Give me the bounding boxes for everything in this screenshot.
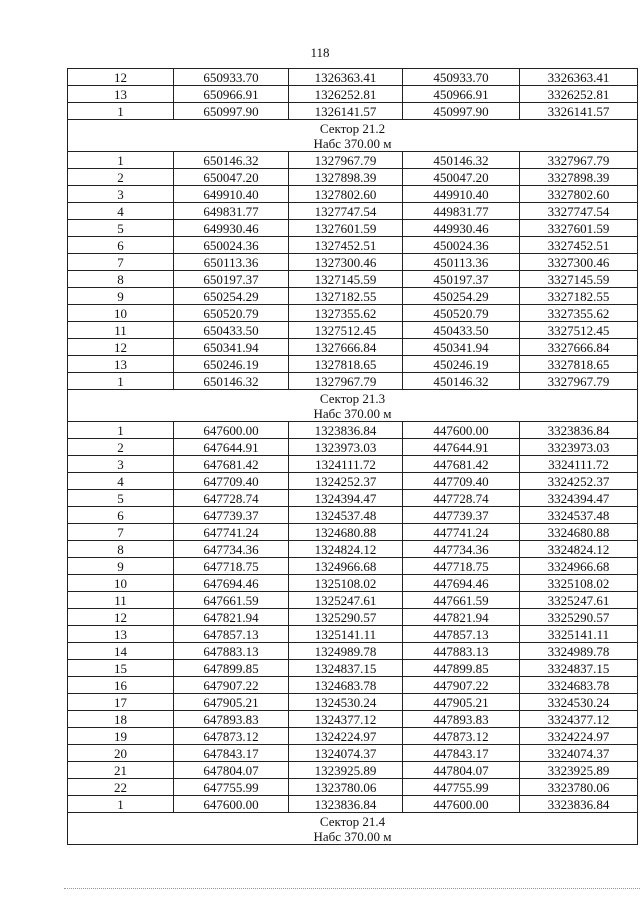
- y-coordinate-cell: 1327818.65: [289, 356, 403, 373]
- y-coordinate-cell: 1327802.60: [289, 186, 403, 203]
- y-msk-coordinate-cell: 3326252.81: [520, 86, 638, 103]
- sector-header-cell: [68, 390, 638, 422]
- y-coordinate-cell: 1325290.57: [289, 609, 403, 626]
- coordinates-table-body: [68, 69, 638, 845]
- x-coordinate-cell: 647718.75: [174, 558, 289, 575]
- point-number-cell: 1: [68, 796, 174, 813]
- table-row: [68, 490, 638, 507]
- y-msk-coordinate-cell: 3323973.03: [520, 439, 638, 456]
- point-number-cell: 4: [68, 203, 174, 220]
- y-msk-coordinate-cell: 3325290.57: [520, 609, 638, 626]
- point-number-cell: 5: [68, 220, 174, 237]
- table-row: [68, 507, 638, 524]
- y-msk-coordinate-cell: 3327601.59: [520, 220, 638, 237]
- x-coordinate-cell: 647843.17: [174, 745, 289, 762]
- y-coordinate-cell: 1326252.81: [289, 86, 403, 103]
- y-coordinate-cell: 1324680.88: [289, 524, 403, 541]
- y-msk-coordinate-cell: 3327300.46: [520, 254, 638, 271]
- y-coordinate-cell: 1327300.46: [289, 254, 403, 271]
- y-msk-coordinate-cell: 3327355.62: [520, 305, 638, 322]
- y-coordinate-cell: 1325141.11: [289, 626, 403, 643]
- x-coordinate-cell: 647741.24: [174, 524, 289, 541]
- y-msk-coordinate-cell: 3327747.54: [520, 203, 638, 220]
- x-msk-coordinate-cell: 450197.37: [403, 271, 520, 288]
- x-coordinate-cell: 650966.91: [174, 86, 289, 103]
- x-coordinate-cell: 647899.85: [174, 660, 289, 677]
- table-row: [68, 558, 638, 575]
- x-msk-coordinate-cell: 447907.22: [403, 677, 520, 694]
- y-coordinate-cell: 1324683.78: [289, 677, 403, 694]
- y-msk-coordinate-cell: 3324252.37: [520, 473, 638, 490]
- point-number-cell: 6: [68, 237, 174, 254]
- point-number-cell: 2: [68, 439, 174, 456]
- x-coordinate-cell: 647804.07: [174, 762, 289, 779]
- x-msk-coordinate-cell: 450433.50: [403, 322, 520, 339]
- point-number-cell: 13: [68, 86, 174, 103]
- point-number-cell: 11: [68, 592, 174, 609]
- x-coordinate-cell: 647905.21: [174, 694, 289, 711]
- x-coordinate-cell: 650113.36: [174, 254, 289, 271]
- x-msk-coordinate-cell: 447734.36: [403, 541, 520, 558]
- y-msk-coordinate-cell: 3327182.55: [520, 288, 638, 305]
- table-row: [68, 541, 638, 558]
- y-coordinate-cell: 1324989.78: [289, 643, 403, 660]
- sector-header-cell: [68, 813, 638, 845]
- table-row: [68, 373, 638, 390]
- point-number-cell: 1: [68, 152, 174, 169]
- x-msk-coordinate-cell: 447905.21: [403, 694, 520, 711]
- point-number-cell: 15: [68, 660, 174, 677]
- x-coordinate-cell: 649910.40: [174, 186, 289, 203]
- y-coordinate-cell: 1324537.48: [289, 507, 403, 524]
- y-msk-coordinate-cell: 3324394.47: [520, 490, 638, 507]
- x-coordinate-cell: 647734.36: [174, 541, 289, 558]
- table-row: [68, 169, 638, 186]
- x-msk-coordinate-cell: 450246.19: [403, 356, 520, 373]
- y-msk-coordinate-cell: 3324224.97: [520, 728, 638, 745]
- y-msk-coordinate-cell: 3327145.59: [520, 271, 638, 288]
- point-number-cell: 3: [68, 456, 174, 473]
- x-msk-coordinate-cell: 447893.83: [403, 711, 520, 728]
- x-msk-coordinate-cell: 447644.91: [403, 439, 520, 456]
- point-number-cell: 12: [68, 69, 174, 86]
- x-coordinate-cell: 647883.13: [174, 643, 289, 660]
- x-msk-coordinate-cell: 447600.00: [403, 422, 520, 439]
- y-coordinate-cell: 1323925.89: [289, 762, 403, 779]
- y-coordinate-cell: 1324530.24: [289, 694, 403, 711]
- x-msk-coordinate-cell: 450113.36: [403, 254, 520, 271]
- x-coordinate-cell: 647681.42: [174, 456, 289, 473]
- x-coordinate-cell: 647661.59: [174, 592, 289, 609]
- y-msk-coordinate-cell: 3324966.68: [520, 558, 638, 575]
- y-coordinate-cell: 1327747.54: [289, 203, 403, 220]
- y-coordinate-cell: 1326141.57: [289, 103, 403, 120]
- y-msk-coordinate-cell: 3324837.15: [520, 660, 638, 677]
- scan-edge-line: [64, 888, 640, 889]
- point-number-cell: 1: [68, 103, 174, 120]
- y-msk-coordinate-cell: 3325108.02: [520, 575, 638, 592]
- x-msk-coordinate-cell: 450520.79: [403, 305, 520, 322]
- sector-title: Сектор 21.3: [319, 390, 386, 406]
- y-coordinate-cell: 1327355.62: [289, 305, 403, 322]
- y-msk-coordinate-cell: 3327818.65: [520, 356, 638, 373]
- table-row: [68, 220, 638, 237]
- y-msk-coordinate-cell: 3327967.79: [520, 373, 638, 390]
- y-coordinate-cell: 1324837.15: [289, 660, 403, 677]
- table-row: [68, 643, 638, 660]
- table-row: [68, 305, 638, 322]
- point-number-cell: 19: [68, 728, 174, 745]
- x-msk-coordinate-cell: 450933.70: [403, 69, 520, 86]
- y-coordinate-cell: 1324111.72: [289, 456, 403, 473]
- table-row: [68, 237, 638, 254]
- y-coordinate-cell: 1327601.59: [289, 220, 403, 237]
- sector-header-cell: [68, 120, 638, 152]
- point-number-cell: 16: [68, 677, 174, 694]
- point-number-cell: 13: [68, 626, 174, 643]
- sector-title: Сектор 21.4: [319, 813, 386, 829]
- x-coordinate-cell: 650433.50: [174, 322, 289, 339]
- y-msk-coordinate-cell: 3327512.45: [520, 322, 638, 339]
- x-coordinate-cell: 647709.40: [174, 473, 289, 490]
- x-coordinate-cell: 650146.32: [174, 152, 289, 169]
- table-row: [68, 694, 638, 711]
- point-number-cell: 4: [68, 473, 174, 490]
- x-coordinate-cell: 650197.37: [174, 271, 289, 288]
- table-row: [68, 456, 638, 473]
- y-msk-coordinate-cell: 3323925.89: [520, 762, 638, 779]
- coordinates-table: [67, 68, 638, 845]
- sector-header-row: [68, 120, 638, 152]
- x-coordinate-cell: 647893.83: [174, 711, 289, 728]
- x-coordinate-cell: 647600.00: [174, 796, 289, 813]
- y-msk-coordinate-cell: 3326141.57: [520, 103, 638, 120]
- table-row: [68, 660, 638, 677]
- y-msk-coordinate-cell: 3326363.41: [520, 69, 638, 86]
- x-coordinate-cell: 650246.19: [174, 356, 289, 373]
- table-row: [68, 762, 638, 779]
- point-number-cell: 22: [68, 779, 174, 796]
- table-row: [68, 728, 638, 745]
- y-msk-coordinate-cell: 3324537.48: [520, 507, 638, 524]
- point-number-cell: 1: [68, 422, 174, 439]
- point-number-cell: 2: [68, 169, 174, 186]
- y-msk-coordinate-cell: 3324530.24: [520, 694, 638, 711]
- y-msk-coordinate-cell: 3327452.51: [520, 237, 638, 254]
- x-msk-coordinate-cell: 447739.37: [403, 507, 520, 524]
- point-number-cell: 12: [68, 609, 174, 626]
- table-row: [68, 69, 638, 86]
- y-coordinate-cell: 1327512.45: [289, 322, 403, 339]
- x-coordinate-cell: 650146.32: [174, 373, 289, 390]
- y-coordinate-cell: 1324074.37: [289, 745, 403, 762]
- x-coordinate-cell: 650047.20: [174, 169, 289, 186]
- y-coordinate-cell: 1327898.39: [289, 169, 403, 186]
- x-coordinate-cell: 647644.91: [174, 439, 289, 456]
- table-row: [68, 745, 638, 762]
- y-coordinate-cell: 1327452.51: [289, 237, 403, 254]
- point-number-cell: 9: [68, 558, 174, 575]
- y-msk-coordinate-cell: 3327898.39: [520, 169, 638, 186]
- point-number-cell: 1: [68, 373, 174, 390]
- y-msk-coordinate-cell: 3327967.79: [520, 152, 638, 169]
- point-number-cell: 7: [68, 254, 174, 271]
- table-row: [68, 592, 638, 609]
- y-msk-coordinate-cell: 3324074.37: [520, 745, 638, 762]
- x-coordinate-cell: 647728.74: [174, 490, 289, 507]
- y-coordinate-cell: 1324824.12: [289, 541, 403, 558]
- sector-title: Сектор 21.2: [319, 120, 386, 136]
- x-coordinate-cell: 647755.99: [174, 779, 289, 796]
- y-coordinate-cell: 1323836.84: [289, 796, 403, 813]
- x-coordinate-cell: 647694.46: [174, 575, 289, 592]
- y-coordinate-cell: 1325247.61: [289, 592, 403, 609]
- x-coordinate-cell: 647873.12: [174, 728, 289, 745]
- table-row: [68, 271, 638, 288]
- y-msk-coordinate-cell: 3324824.12: [520, 541, 638, 558]
- point-number-cell: 12: [68, 339, 174, 356]
- y-msk-coordinate-cell: 3324111.72: [520, 456, 638, 473]
- x-msk-coordinate-cell: 450146.32: [403, 152, 520, 169]
- point-number-cell: 10: [68, 305, 174, 322]
- table-row: [68, 254, 638, 271]
- y-coordinate-cell: 1326363.41: [289, 69, 403, 86]
- x-msk-coordinate-cell: 447681.42: [403, 456, 520, 473]
- point-number-cell: 20: [68, 745, 174, 762]
- table-row: [68, 439, 638, 456]
- table-row: [68, 677, 638, 694]
- table-row: [68, 626, 638, 643]
- table-row: [68, 575, 638, 592]
- sector-height: Набс 370.00 м: [313, 135, 392, 151]
- point-number-cell: 3: [68, 186, 174, 203]
- x-msk-coordinate-cell: 447694.46: [403, 575, 520, 592]
- x-msk-coordinate-cell: 447873.12: [403, 728, 520, 745]
- point-number-cell: 10: [68, 575, 174, 592]
- x-msk-coordinate-cell: 449831.77: [403, 203, 520, 220]
- table-row: [68, 339, 638, 356]
- x-msk-coordinate-cell: 447709.40: [403, 473, 520, 490]
- point-number-cell: 8: [68, 271, 174, 288]
- x-msk-coordinate-cell: 447661.59: [403, 592, 520, 609]
- y-msk-coordinate-cell: 3324989.78: [520, 643, 638, 660]
- y-coordinate-cell: 1324224.97: [289, 728, 403, 745]
- point-number-cell: 5: [68, 490, 174, 507]
- x-msk-coordinate-cell: 449930.46: [403, 220, 520, 237]
- y-msk-coordinate-cell: 3325141.11: [520, 626, 638, 643]
- table-row: [68, 473, 638, 490]
- x-coordinate-cell: 649930.46: [174, 220, 289, 237]
- point-number-cell: 9: [68, 288, 174, 305]
- y-coordinate-cell: 1327145.59: [289, 271, 403, 288]
- x-coordinate-cell: 650933.70: [174, 69, 289, 86]
- x-coordinate-cell: 649831.77: [174, 203, 289, 220]
- x-msk-coordinate-cell: 447741.24: [403, 524, 520, 541]
- y-coordinate-cell: 1327967.79: [289, 373, 403, 390]
- sector-height: Набс 370.00 м: [313, 405, 392, 421]
- y-coordinate-cell: 1324252.37: [289, 473, 403, 490]
- table-row: [68, 152, 638, 169]
- y-coordinate-cell: 1327967.79: [289, 152, 403, 169]
- point-number-cell: 14: [68, 643, 174, 660]
- page-number: 118: [310, 45, 330, 60]
- point-number-cell: 18: [68, 711, 174, 728]
- x-msk-coordinate-cell: 449910.40: [403, 186, 520, 203]
- x-msk-coordinate-cell: 447843.17: [403, 745, 520, 762]
- table-row: [68, 779, 638, 796]
- y-msk-coordinate-cell: 3327666.84: [520, 339, 638, 356]
- x-msk-coordinate-cell: 450254.29: [403, 288, 520, 305]
- point-number-cell: 13: [68, 356, 174, 373]
- y-coordinate-cell: 1324966.68: [289, 558, 403, 575]
- y-msk-coordinate-cell: 3324683.78: [520, 677, 638, 694]
- y-coordinate-cell: 1324377.12: [289, 711, 403, 728]
- y-msk-coordinate-cell: 3323836.84: [520, 422, 638, 439]
- table-row: [68, 186, 638, 203]
- sector-height: Набс 370.00 м: [313, 828, 392, 844]
- x-msk-coordinate-cell: 447755.99: [403, 779, 520, 796]
- x-coordinate-cell: 647907.22: [174, 677, 289, 694]
- table-row: [68, 356, 638, 373]
- x-msk-coordinate-cell: 447821.94: [403, 609, 520, 626]
- y-coordinate-cell: 1323780.06: [289, 779, 403, 796]
- x-msk-coordinate-cell: 450146.32: [403, 373, 520, 390]
- x-coordinate-cell: 650254.29: [174, 288, 289, 305]
- x-coordinate-cell: 650520.79: [174, 305, 289, 322]
- x-coordinate-cell: 647821.94: [174, 609, 289, 626]
- x-coordinate-cell: 650341.94: [174, 339, 289, 356]
- table-row: [68, 796, 638, 813]
- y-msk-coordinate-cell: 3324377.12: [520, 711, 638, 728]
- x-coordinate-cell: 647739.37: [174, 507, 289, 524]
- point-number-cell: 7: [68, 524, 174, 541]
- y-msk-coordinate-cell: 3324680.88: [520, 524, 638, 541]
- x-coordinate-cell: 650997.90: [174, 103, 289, 120]
- y-msk-coordinate-cell: 3325247.61: [520, 592, 638, 609]
- point-number-cell: 8: [68, 541, 174, 558]
- x-msk-coordinate-cell: 447883.13: [403, 643, 520, 660]
- point-number-cell: 11: [68, 322, 174, 339]
- point-number-cell: 6: [68, 507, 174, 524]
- point-number-cell: 21: [68, 762, 174, 779]
- x-msk-coordinate-cell: 450341.94: [403, 339, 520, 356]
- point-number-cell: 17: [68, 694, 174, 711]
- x-coordinate-cell: 650024.36: [174, 237, 289, 254]
- x-msk-coordinate-cell: 447600.00: [403, 796, 520, 813]
- y-coordinate-cell: 1327182.55: [289, 288, 403, 305]
- table-row: [68, 86, 638, 103]
- table-row: [68, 322, 638, 339]
- x-msk-coordinate-cell: 447728.74: [403, 490, 520, 507]
- sector-header-row: [68, 813, 638, 845]
- x-msk-coordinate-cell: 450966.91: [403, 86, 520, 103]
- x-msk-coordinate-cell: 450024.36: [403, 237, 520, 254]
- y-coordinate-cell: 1325108.02: [289, 575, 403, 592]
- y-msk-coordinate-cell: 3327802.60: [520, 186, 638, 203]
- x-msk-coordinate-cell: 447718.75: [403, 558, 520, 575]
- x-coordinate-cell: 647857.13: [174, 626, 289, 643]
- x-msk-coordinate-cell: 450997.90: [403, 103, 520, 120]
- x-coordinate-cell: 647600.00: [174, 422, 289, 439]
- y-coordinate-cell: 1327666.84: [289, 339, 403, 356]
- y-coordinate-cell: 1323973.03: [289, 439, 403, 456]
- table-row: [68, 103, 638, 120]
- y-msk-coordinate-cell: 3323836.84: [520, 796, 638, 813]
- table-row: [68, 288, 638, 305]
- table-row: [68, 711, 638, 728]
- table-row: [68, 422, 638, 439]
- x-msk-coordinate-cell: 447857.13: [403, 626, 520, 643]
- y-msk-coordinate-cell: 3323780.06: [520, 779, 638, 796]
- sector-header-row: [68, 390, 638, 422]
- x-msk-coordinate-cell: 447899.85: [403, 660, 520, 677]
- table-row: [68, 524, 638, 541]
- x-msk-coordinate-cell: 447804.07: [403, 762, 520, 779]
- table-row: [68, 203, 638, 220]
- y-coordinate-cell: 1324394.47: [289, 490, 403, 507]
- table-row: [68, 609, 638, 626]
- x-msk-coordinate-cell: 450047.20: [403, 169, 520, 186]
- y-coordinate-cell: 1323836.84: [289, 422, 403, 439]
